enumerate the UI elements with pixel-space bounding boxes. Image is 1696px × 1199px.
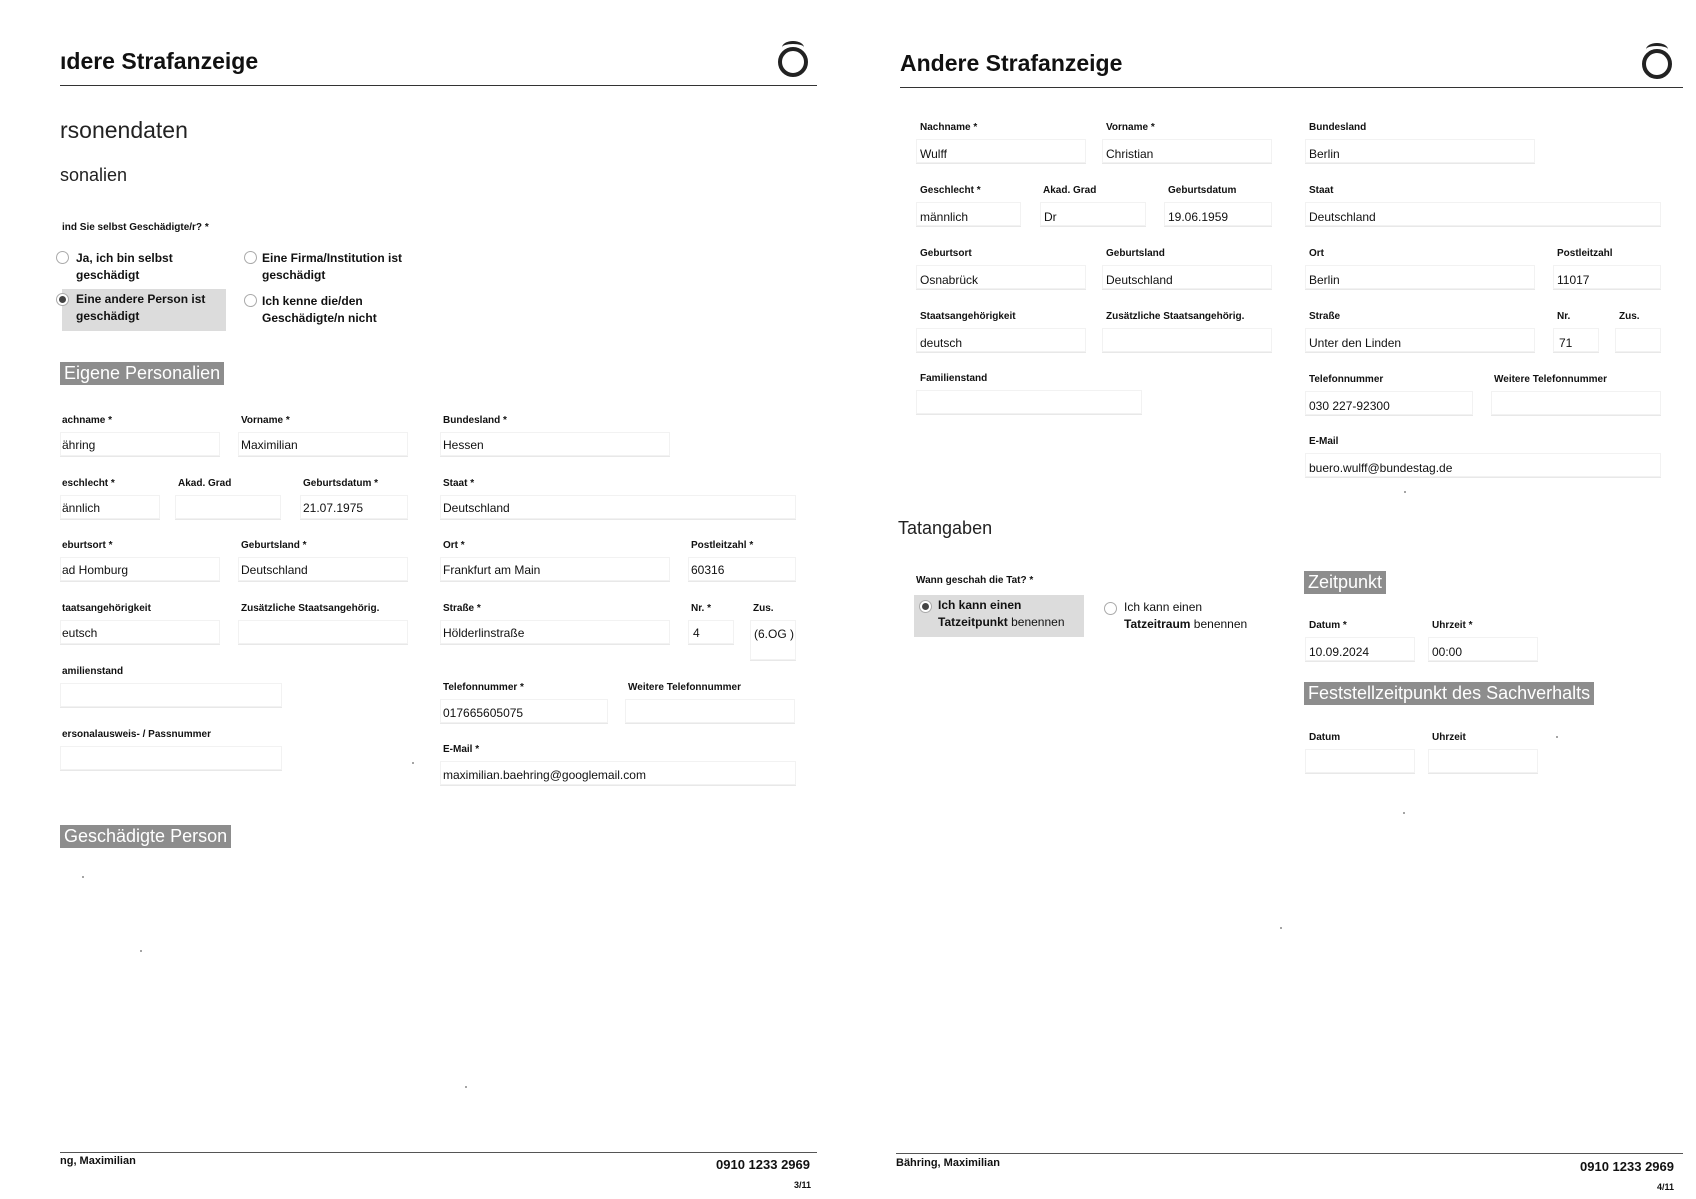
f-uhrzeit-field[interactable] [1428, 749, 1538, 774]
zus-staatsang-field[interactable] [1102, 328, 1272, 353]
geburtsland-label: Geburtsland * [241, 540, 307, 551]
geburtsort-label: eburtsort * [62, 540, 113, 551]
plz-value: 11017 [1557, 273, 1590, 287]
ort-label: Ort * [443, 540, 465, 551]
tat-question-label: Wann geschah die Tat? * [916, 575, 1034, 586]
nachname-value: ähring [62, 438, 96, 452]
radio-icon[interactable] [244, 251, 257, 264]
footer-name: ng, Maximilian [60, 1155, 136, 1167]
uhrzeit-label: Uhrzeit * [1432, 620, 1473, 631]
telefon-label: Telefonnummer * [443, 682, 524, 693]
footer-number: 0910 1233 2969 [716, 1157, 810, 1172]
ort-value: Berlin [1309, 273, 1340, 287]
nr-value: 4 [693, 626, 700, 640]
title-rule [900, 87, 1683, 88]
telefon-value: 030 227-92300 [1309, 399, 1390, 413]
radio-icon[interactable] [56, 251, 69, 264]
geburtsdatum-value: 21.07.1975 [303, 501, 364, 515]
familienstand-field[interactable] [60, 683, 282, 708]
telefon-value: 017665605075 [443, 706, 524, 720]
ausweis-field[interactable] [60, 746, 282, 771]
page-number: 3/11 [794, 1180, 812, 1190]
tatangaben-title: Tatangaben [898, 518, 993, 538]
geburtsland-value: Deutschland [1106, 273, 1173, 287]
footer-rule [896, 1153, 1683, 1154]
ort-label: Ort [1309, 248, 1324, 259]
familienstand-label: Familienstand [920, 373, 988, 384]
bundesland-value: Berlin [1309, 147, 1340, 161]
geschlecht-value: ännlich [62, 501, 101, 515]
feststellzeitpunkt-header: Feststellzeitpunkt des Sachverhalts [1304, 682, 1594, 705]
weitere-tel-field[interactable] [1491, 391, 1661, 416]
akad-label: Akad. Grad [1043, 185, 1097, 196]
weitere-tel-label: Weitere Telefonnummer [628, 682, 741, 693]
question-label: ind Sie selbst Geschädigte/r? * [62, 222, 209, 233]
datum-value: 10.09.2024 [1309, 645, 1370, 659]
bundesland-value: Hessen [443, 438, 484, 452]
staat-value: Deutschland [1309, 210, 1376, 224]
page-title: ıdere Strafanzeige [60, 48, 259, 74]
strasse-value: Unter den Linden [1309, 336, 1402, 350]
page-number: 4/11 [1657, 1182, 1675, 1192]
radio-selected-icon[interactable] [56, 293, 69, 306]
zus-staatsang-label: Zusätzliche Staatsangehörig. [1106, 311, 1245, 322]
strasse-label: Straße * [443, 603, 481, 614]
subsection-title: sonalien [60, 165, 128, 185]
f-datum-field[interactable] [1305, 749, 1415, 774]
option-self[interactable]: Ja, ich bin selbst geschädigt [62, 248, 230, 286]
uhrzeit-value: 00:00 [1432, 645, 1463, 659]
geburtsort-value: ad Homburg [62, 563, 129, 577]
staat-value: Deutschland [443, 501, 510, 515]
option-unknown[interactable]: Ich kenne die/den Geschädigte/n nicht [250, 291, 438, 329]
email-value: maximilian.baehring@googlemail.com [443, 768, 646, 782]
option-other-person[interactable]: Eine andere Person ist geschädigt [62, 289, 226, 331]
footer-rule [60, 1152, 817, 1153]
akad-field[interactable] [175, 495, 281, 520]
geschlecht-label: eschlecht * [62, 478, 115, 489]
akad-value: Dr [1044, 210, 1057, 224]
geschlecht-value: männlich [920, 210, 969, 224]
geburtsdatum-value: 19.06.1959 [1168, 210, 1229, 224]
strasse-value: Hölderlinstraße [443, 626, 525, 640]
radio-icon[interactable] [1104, 602, 1117, 615]
familienstand-field[interactable] [916, 390, 1142, 415]
logo-arc-icon [1646, 43, 1668, 56]
zus-label: Zus. [1619, 311, 1640, 322]
weitere-tel-field[interactable] [625, 699, 795, 724]
staat-label: Staat * [443, 478, 475, 489]
option-tatzeitpunkt[interactable]: Ich kann einen Tatzeitpunkt benennen [914, 595, 1084, 637]
vorname-value: Christian [1106, 147, 1154, 161]
ausweis-label: ersonalausweis- / Passnummer [62, 729, 211, 740]
option-company[interactable]: Eine Firma/Institution ist geschädigt [250, 248, 438, 286]
zus-field[interactable] [1615, 328, 1661, 353]
footer-number: 0910 1233 2969 [1580, 1159, 1674, 1174]
telefon-label: Telefonnummer [1309, 374, 1384, 385]
title-rule [60, 85, 817, 86]
datum-label: Datum * [1309, 620, 1347, 631]
zus-staatsang-field[interactable] [238, 620, 408, 645]
vorname-label: Vorname * [241, 415, 290, 426]
zus-value: (6.OG ) [754, 627, 795, 641]
ort-value: Frankfurt am Main [443, 563, 541, 577]
vorname-value: Maximilian [241, 438, 298, 452]
geschlecht-label: Geschlecht * [920, 185, 981, 196]
email-value: buero.wulff@bundestag.de [1309, 461, 1453, 475]
f-datum-label: Datum [1309, 732, 1341, 743]
nachname-label: Nachname * [920, 122, 978, 133]
weitere-tel-label: Weitere Telefonnummer [1494, 374, 1607, 385]
bundesland-label: Bundesland * [443, 415, 507, 426]
familienstand-label: amilienstand [62, 666, 124, 677]
geburtsdatum-label: Geburtsdatum * [303, 478, 379, 489]
geburtsort-label: Geburtsort [920, 248, 972, 259]
footer-name: Bähring, Maximilian [896, 1157, 1000, 1169]
vorname-label: Vorname * [1106, 122, 1155, 133]
radio-icon[interactable] [244, 294, 257, 307]
nr-label: Nr. [1557, 311, 1571, 322]
nachname-value: Wulff [920, 147, 947, 161]
geburtsdatum-label: Geburtsdatum [1168, 185, 1237, 196]
section-title: rsonendaten [60, 117, 188, 143]
nachname-label: achname * [62, 415, 113, 426]
staat-label: Staat [1309, 185, 1334, 196]
plz-label: Postleitzahl * [691, 540, 754, 551]
plz-label: Postleitzahl [1557, 248, 1613, 259]
geburtsland-value: Deutschland [241, 563, 308, 577]
radio-selected-icon[interactable] [919, 600, 932, 613]
geschaedigte-person-header: Geschädigte Person [60, 825, 231, 848]
geburtsland-label: Geburtsland [1106, 248, 1165, 259]
staatsang-label: Staatsangehörigkeit [920, 311, 1016, 322]
eigene-personalien-header: Eigene Personalien [60, 362, 224, 385]
staatsang-value: eutsch [62, 626, 98, 640]
page-title: Andere Strafanzeige [900, 50, 1123, 76]
bundesland-label: Bundesland [1309, 122, 1367, 133]
akad-label: Akad. Grad [178, 478, 232, 489]
logo-arc-icon [782, 41, 804, 54]
staatsang-label: taatsangehörigkeit [62, 603, 151, 614]
nr-label: Nr. * [691, 603, 712, 614]
email-label: E-Mail [1309, 436, 1339, 447]
zus-staatsang-label: Zusätzliche Staatsangehörig. [241, 603, 380, 614]
zus-label: Zus. [753, 603, 774, 614]
plz-value: 60316 [691, 563, 725, 577]
geburtsort-value: Osnabrück [920, 273, 979, 287]
zeitpunkt-header: Zeitpunkt [1304, 571, 1386, 594]
nr-value: 71 [1559, 336, 1573, 350]
f-uhrzeit-label: Uhrzeit [1432, 732, 1466, 743]
option-tatzeitraum[interactable]: Ich kann einen Tatzeitraum benennen [1098, 597, 1286, 635]
strasse-label: Straße [1309, 311, 1341, 322]
page-4 [848, 0, 1696, 1199]
email-label: E-Mail * [443, 744, 480, 755]
staatsang-value: deutsch [920, 336, 963, 350]
